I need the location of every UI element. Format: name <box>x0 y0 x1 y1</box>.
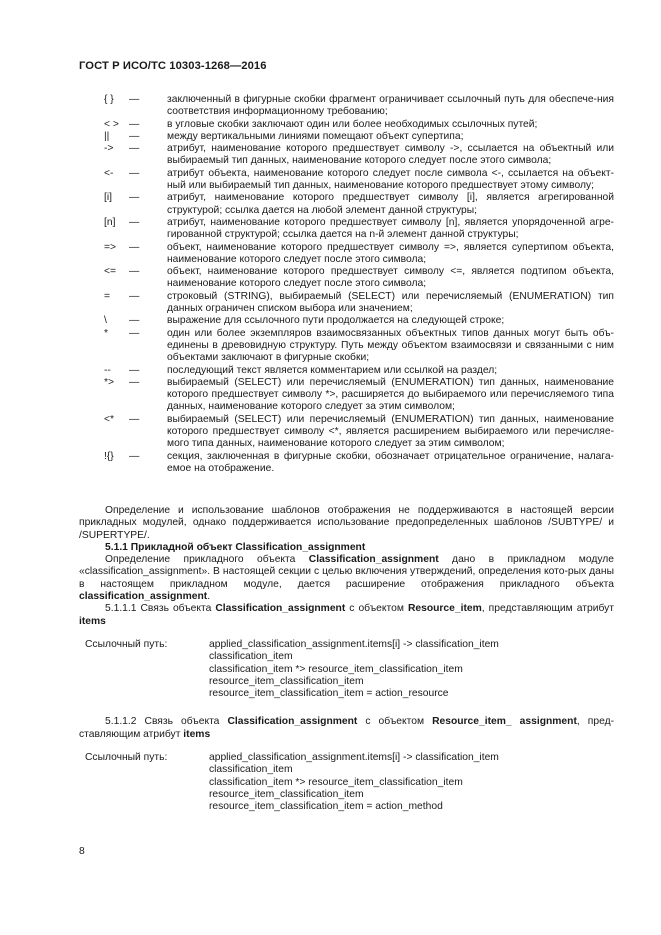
definition-symbol: <- <box>104 167 114 179</box>
attribute-name: items <box>79 615 106 627</box>
definition-dash: — <box>129 413 140 425</box>
definition-text: один или более экземпляров взаимосвязанных объектных типов данных могут быть объ-единены в древовидную структуру. Путь между объектом взаимосвязи и связанными с ним объектами заключают в фигурные скобки; <box>167 327 614 364</box>
definition-text: выбираемый (SELECT) или перечисляемый (ENUMERATION) тип данных, наименование которого предшествует символу *>, расширяется до выбираемого или перечисляемого типа данных, наименование которого следует за этим символом; <box>167 376 614 413</box>
text-run: , пред-ставляющим атрибут <box>79 716 615 740</box>
definition-row <box>79 168 614 193</box>
text-run: 5.1.1.1 Связь объекта <box>105 603 216 615</box>
definition-dash: — <box>129 94 140 105</box>
definition-symbol: || <box>104 130 110 142</box>
definition-paragraph <box>79 554 614 603</box>
definition-row <box>79 131 614 143</box>
definition-text: строковый (STRING), выбираемый (SELECT) или перечисляемый (ENUMERATION) тип данных ограничен списком выбора или значением; <box>167 290 614 315</box>
definition-text: атрибут, наименование которого предшествует символу [n], является упорядоченной агре-гированной структурой; ссылка дается на n-й элемент данной структуры; <box>167 216 614 241</box>
definition-symbol: < > <box>104 118 119 130</box>
reference-path-line: resource_item_classification_item <box>209 788 364 800</box>
definition-row <box>79 192 614 217</box>
entity-name: Resource_item_ assignment <box>432 716 577 728</box>
intro-paragraph: Определение и использование шаблонов отображения не поддерживаются в настоящей версии прикладных модулей, однако поддерживается использование предопределенных шаблонов /SUBTYPE/ и /SUPERTYPE/. <box>79 505 614 541</box>
entity-name: Classification_assignment <box>308 554 439 566</box>
definition-symbol: -- <box>104 364 111 376</box>
definition-dash: — <box>129 266 140 278</box>
definition-symbol: => <box>104 241 117 253</box>
definition-row <box>79 451 614 476</box>
text-run: с объектом <box>345 603 408 615</box>
definition-symbol: = <box>104 290 111 302</box>
definition-symbol: *> <box>104 376 115 388</box>
text-run: 5.1.1.2 Связь объекта <box>105 716 228 728</box>
subsection-title <box>79 603 614 628</box>
reference-path-line: resource_item_classification_item = action_method <box>209 801 443 813</box>
definition-text: объект, наименование которого предшествует символу =>, является супертипом объекта, наименование которого следует после этого символа; <box>167 241 614 265</box>
reference-path-line: classification_item <box>209 764 293 776</box>
definition-text: атрибут, наименование которого предшествует символу [i], является агрегированной структурой; ссылка дается на любой элемент данной структуры; <box>167 192 614 216</box>
entity-name: Classification_assignment <box>227 716 358 728</box>
definition-dash: — <box>129 167 140 179</box>
definition-symbol: [n] <box>104 216 116 228</box>
text-run: Определение прикладного объекта <box>105 554 309 566</box>
definition-text: в угловые скобки заключают один или более необходимых ссылочных путей; <box>167 118 538 130</box>
definition-text: атрибут объекта, наименование которого следует после символа <-, ссылается на объект-ный или выбираемый тип данных, наименование которого предшествует этому символу; <box>167 167 614 192</box>
reference-path-line: applied_classification_assignment.items[i] -> classification_item <box>209 638 499 650</box>
main-content <box>79 505 614 814</box>
reference-path-label: Ссылочный путь: <box>85 638 168 650</box>
definition-text: объект, наименование которого предшествует символу <=, является подтипом объекта, наименование которого следует после этого символа; <box>167 266 614 290</box>
definition-dash: — <box>129 192 140 204</box>
definition-symbol: \ <box>104 315 107 327</box>
entity-name: Classification_assignment <box>215 603 346 615</box>
definition-text: между вертикальными линиями помещают объект супертипа; <box>167 130 464 142</box>
attribute-name: items <box>183 728 211 740</box>
definition-row <box>79 365 614 377</box>
reference-path-block <box>79 639 614 700</box>
definition-text: атрибут, наименование которого предшествует символу ->, ссылается на объектный или выбираемый тип данных, наименование которого следует после этого символа; <box>167 143 614 167</box>
definition-dash: — <box>129 450 140 462</box>
definition-row <box>79 414 614 451</box>
definition-dash: — <box>129 118 140 130</box>
definition-text: выражение для ссылочного пути продолжается на следующей строке; <box>167 315 505 327</box>
definition-dash: — <box>129 130 140 142</box>
definition-dash: — <box>129 290 140 302</box>
definition-row <box>79 291 614 316</box>
definition-row <box>79 266 614 291</box>
reference-path-line: classification_item *> resource_item_classification_item <box>209 663 463 675</box>
definition-dash: — <box>129 364 140 376</box>
reference-path-label: Ссылочный путь: <box>85 752 168 764</box>
definition-dash: — <box>129 315 140 327</box>
definition-row <box>79 143 614 168</box>
definition-symbol: <* <box>104 413 115 425</box>
definition-dash: — <box>129 241 140 253</box>
definition-text: заключенный в фигурные скобки фрагмент ограничивает ссылочный путь для обеспече-ния соответствия информационному требованию; <box>167 94 614 118</box>
section-heading: 5.1.1 Прикладной объект Classification_assignment <box>105 541 366 553</box>
definition-dash: — <box>129 143 140 155</box>
text-run: с объектом <box>357 716 433 728</box>
definition-dash: — <box>129 376 140 388</box>
definition-symbol: * <box>104 327 109 339</box>
definition-symbol: [i] <box>104 192 113 204</box>
definition-text: секция, заключенная в фигурные скобки, обозначает отрицательное ограничение, налага-емое на отображение. <box>167 450 614 474</box>
definition-row <box>79 377 614 414</box>
definition-row <box>79 315 614 327</box>
document-header: ГОСТ Р ИСО/ТС 10303-1268—2016 <box>79 60 267 72</box>
reference-path-line: classification_item *> resource_item_classification_item <box>209 776 463 788</box>
reference-path-block <box>79 752 614 813</box>
definitions-list <box>79 94 614 475</box>
reference-path-line: classification_item <box>209 651 293 663</box>
definition-dash: — <box>129 216 140 228</box>
text-run: , представляющим атрибут <box>481 603 615 615</box>
text-run: . <box>207 591 211 603</box>
definition-text: выбираемый (SELECT) или перечисляемый (ENUMERATION) тип данных, наименование которого предшествует символу <*, является расширением выбираемого или перечисляе-мого типа данных, наименование которого следует за этим символом; <box>167 413 614 450</box>
definition-text: последующий текст является комментарием или ссылкой на раздел; <box>167 364 498 376</box>
entity-name: classification_assignment <box>79 591 208 603</box>
text-run: дано в прикладном модуле «classification_assignment». В настоящей секции с целью включения утверждений, определения кото-рых даны в настоящем прикладном модуле, дается расширение отображения прикладного объекта <box>79 554 615 590</box>
definition-row <box>79 328 614 365</box>
reference-path-line: applied_classification_assignment.items[i] -> classification_item <box>209 752 499 764</box>
definition-dash: — <box>129 327 140 339</box>
entity-name: Resource_item <box>407 603 482 615</box>
definition-symbol: <= <box>104 266 117 278</box>
page-number: 8 <box>79 846 85 857</box>
definition-symbol: !{} <box>104 450 114 462</box>
definition-row <box>79 94 614 119</box>
reference-path-line: resource_item_classification_item = action_resource <box>209 688 449 700</box>
definition-symbol: { } <box>104 94 114 105</box>
definition-row <box>79 119 614 131</box>
definition-row <box>79 217 614 242</box>
reference-path-line: resource_item_classification_item <box>209 675 364 687</box>
definition-row <box>79 242 614 267</box>
subsection-title <box>79 716 614 741</box>
definition-symbol: -> <box>104 143 114 155</box>
